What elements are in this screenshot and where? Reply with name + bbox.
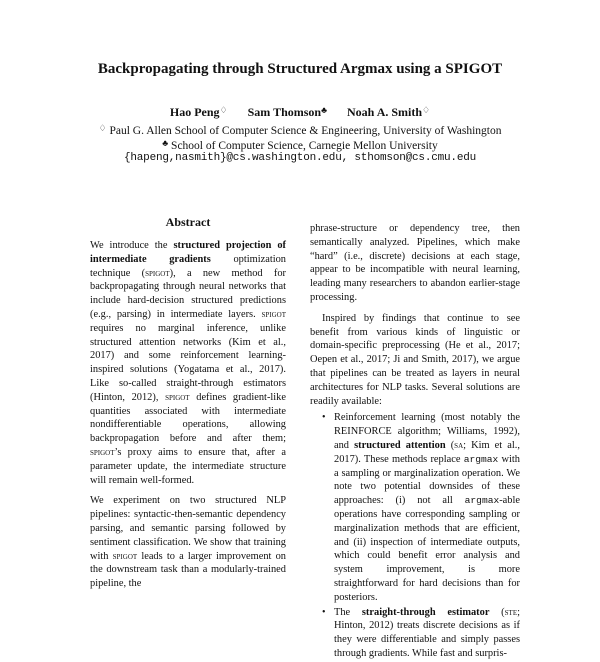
abstract-paragraph-2: [90, 494, 286, 591]
author-affiliation-mark: ♣: [321, 105, 328, 115]
author-affiliation-mark: ♢: [422, 105, 431, 115]
text-run-smallcaps: spigot: [165, 391, 190, 403]
text-run: -able operations have corresponding sampling or marginalization methods that are efficient, and (ii) inspection of intermediate outputs, which could benefit error analysis and system improvement, is more straightforward for hard decisions than for posteriors.: [334, 495, 520, 603]
text-run: We introduce the: [90, 240, 174, 251]
text-run: Reinforcement learning (most notably the: [334, 412, 520, 424]
text-run: The: [334, 606, 362, 618]
list-item: [310, 411, 520, 604]
text-run: (: [489, 606, 505, 618]
text-run-smallcaps: REINFORCE: [334, 426, 392, 438]
text-run-smallcaps: ste: [504, 606, 518, 618]
body-paragraph-continued: phrase-structure or dependency tree, then semantically analyzed. Pipelines, which make “hard” (i.e., discrete) decisions at each stage, appear to be incompatible with neural learning, leading many researchers to abandon earlier-stage processing.: [310, 223, 520, 303]
bullet-icon: •: [322, 412, 326, 424]
text-run: leads to a larger improvement on the downstream task than a modularly-trained pipeline, the: [90, 550, 286, 590]
author-name: Noah A. Smith: [347, 105, 423, 119]
text-run-mono: argmax: [464, 495, 500, 507]
text-run: (: [445, 439, 455, 451]
abstract-column: [90, 215, 286, 591]
affiliation-text: School of Computer Science, Carnegie Mellon University: [171, 140, 438, 152]
text-run: with a sampling or marginalization operation. We note two potential downsides of these approaches: (i) not all: [334, 453, 520, 507]
text-run-smallcaps: spigot: [261, 308, 286, 320]
text-run-smallcaps: spigot: [112, 550, 138, 562]
solutions-list: [310, 411, 520, 660]
text-run-smallcaps: spigot: [90, 446, 115, 458]
bullet-icon: •: [322, 606, 326, 618]
list-item: [310, 606, 520, 661]
text-run: We experiment on two structured NLP pipelines: syntactic-then-semantic dependency parsing, and semantic parsing followed by sentiment classification. We show that training with: [90, 495, 286, 562]
text-run-smallcaps: spigot: [145, 267, 170, 279]
paper-title: [0, 60, 600, 78]
body-column-right: [310, 222, 520, 662]
author-list: [0, 103, 600, 120]
body-paragraph-inspired: Inspired by findings that continue to see benefit from various kinds of linguistic or domain-specific preprocessing (He et al., 2017; Oepen et al., 2017; Ji and Smith, 2017), we argue that pipelines can be treated as layers in neural architectures for NLP tasks. Several solutions are readily available:: [310, 312, 520, 407]
text-run: ), a new method for backpropagating through neural networks that include hard-decision structured predictions (e.g., parsing) in intermediate layers.: [90, 267, 286, 320]
text-run: ; Kim et al., 2017). These methods replace: [334, 439, 520, 465]
text-run-bold: structured projection of intermediate gradients: [90, 240, 286, 265]
author-affiliation-mark: ♢: [219, 105, 228, 115]
email-list: {hapeng,nasmith}@cs.washington.edu, sthomson@cs.cmu.edu: [123, 152, 477, 164]
author-name: Hao Peng: [169, 105, 220, 119]
paper-title-text: Backpropagating through Structured Argmax using a SPIGOT: [97, 61, 503, 77]
text-run: optimization technique (: [90, 253, 286, 279]
text-run: defines gradient-like quantities associated with intermediate nondifferentiable operations, allowing backpropagation before and after them;: [90, 391, 286, 445]
text-run: ; Hinton, 2012) treats discrete decisions as if they were differentiable and simply passes through gradients. While fast and surpris-: [334, 606, 520, 659]
text-run-bold: straight-through estimator: [361, 606, 490, 618]
text-run: requires no marginal inference, unlike structured attention networks (Kim et al., 2017) and some reinforcement learning-inspired solutions (Yogatama et al., 2017). Like so-called straight-through estimators (Hinton, 2012),: [90, 322, 286, 403]
text-run: algorithm; Williams, 1992), and: [334, 426, 520, 451]
affiliation-text: Paul G. Allen School of Computer Science & Engineering, University of Washington: [109, 125, 502, 137]
author-emails: [0, 151, 600, 166]
affiliation-mark: ♣: [162, 138, 169, 148]
text-run-smallcaps: sa: [454, 439, 464, 451]
text-run-mono: argmax: [463, 453, 499, 465]
author-name: Sam Thomson: [247, 105, 322, 119]
text-run-bold: structured attention: [354, 439, 446, 451]
text-run: ’s proxy aims to ensure that, after a parameter update, the intermediate structure will remain well-formed.: [90, 446, 286, 486]
affiliation-mark: ♢: [98, 123, 107, 133]
abstract-paragraph-1: [90, 239, 286, 487]
abstract-heading: Abstract: [165, 215, 211, 229]
